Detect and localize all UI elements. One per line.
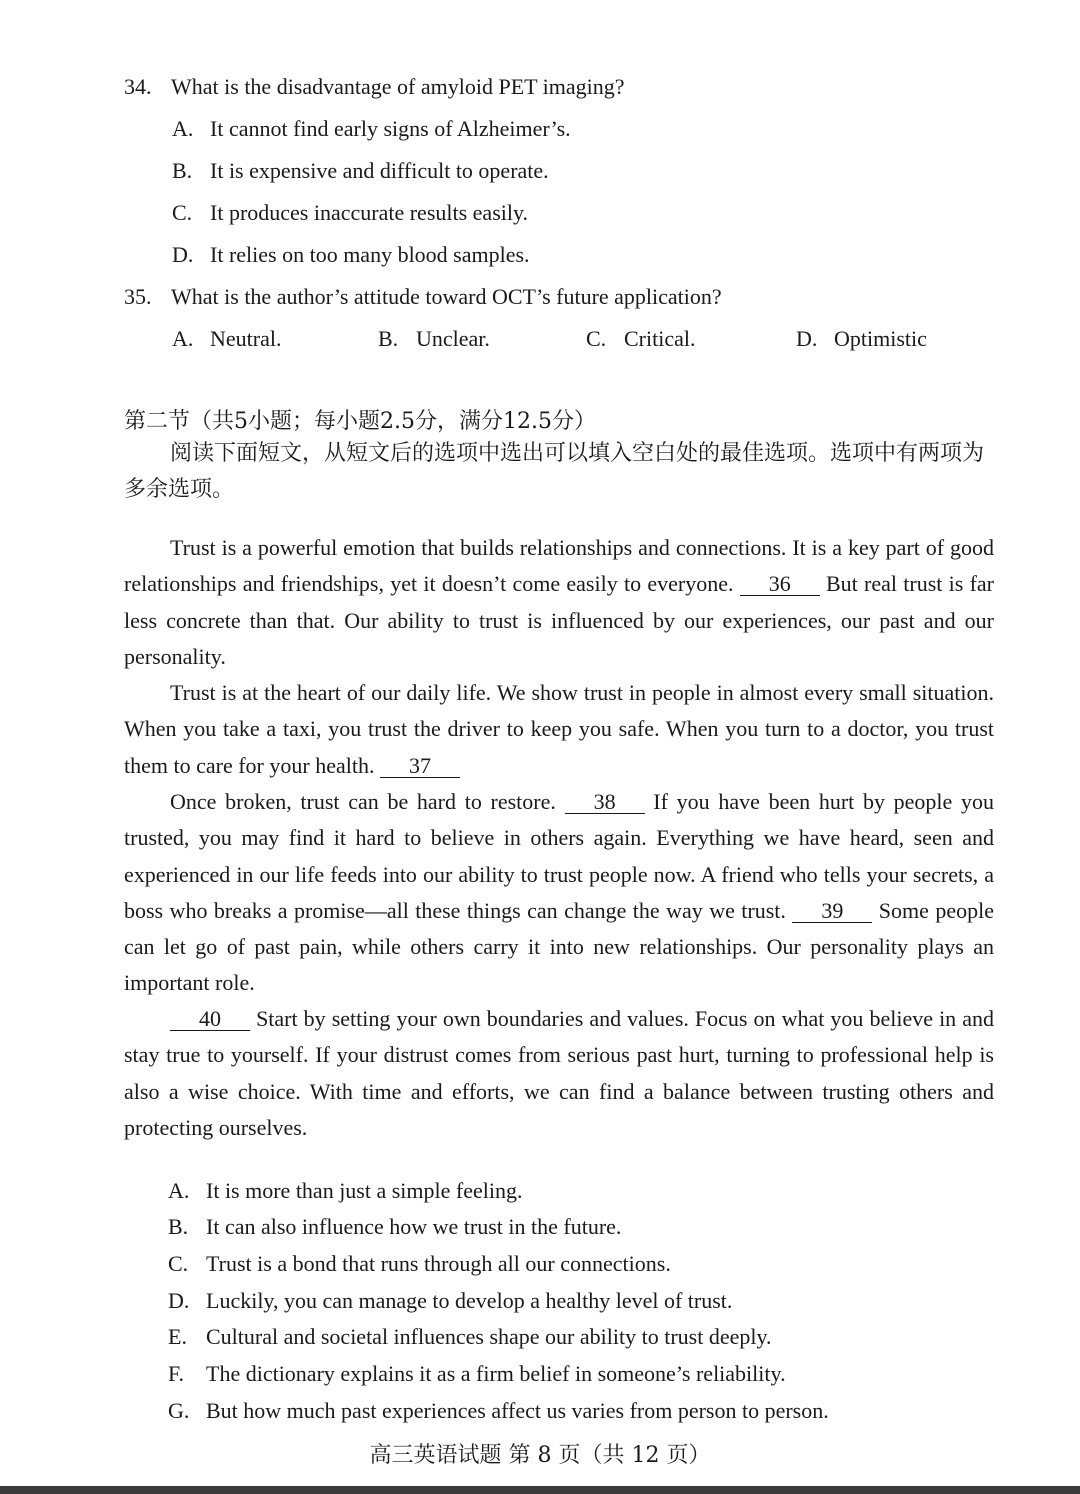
q35-option-d [796,326,927,352]
question-text: What is the author’s attitude toward OCT’s future application? [171,284,722,309]
option-text: It is expensive and difficult to operate. [210,158,549,183]
passage-text: Once broken, trust can be hard to restore. [170,789,556,814]
question-number: 35. [124,284,152,309]
option-letter: A. [172,116,194,141]
option-text: Neutral. [210,326,282,351]
question-number: 34. [124,74,152,99]
choice-b [168,1214,621,1240]
passage-paragraph-1 [124,530,994,675]
choice-text: It can also influence how we trust in the future. [206,1214,622,1239]
blank-39: 39 [792,900,872,923]
choice-e [168,1324,772,1350]
passage-text: If you have been hurt by people you trusted, you may find it hard to believe in others again. Everything we have heard, seen and experienced in our life feeds into our ability to trust people now. A friend who tells your secrets, a boss who breaks a promise—all these things can change the way we trust. [124,789,994,923]
passage-text: But real trust is far less concrete than that. Our ability to trust is influenced by our experiences, our past and our personality. [124,571,994,669]
passage-text: Trust is a powerful emotion that builds relationships and connections. It is a key part of good relationships and friendships, yet it doesn’t come easily to everyone. [124,535,994,597]
section-heading: 第二节（共5小题；每小题2.5分，满分12.5分） [124,409,596,434]
passage-text: Start by setting your own boundaries and values. Focus on what you believe in and stay true to yourself. If your distrust comes from serious past hurt, turning to professional help is also a wise choice. With time and efforts, we can find a balance between trusting others and protecting ourselves. [124,1006,994,1140]
q35-option-c [586,326,695,352]
choice-g [168,1398,829,1424]
choice-d [168,1288,732,1314]
scan-edge-bar [0,1486,1080,1494]
passage-paragraph-4 [124,1001,994,1146]
q35-options [172,326,992,354]
option-text: Optimistic [834,326,927,351]
page-footer: 高三英语试题 第 8 页（共 12 页） [369,1443,711,1468]
option-letter: C. [172,200,193,225]
option-letter: C. [586,326,607,351]
question-text: What is the disadvantage of amyloid PET imaging? [171,74,625,99]
option-text: It relies on too many blood samples. [210,242,530,267]
choice-c [168,1251,671,1277]
q34-option-c [172,202,528,224]
q35-option-b [378,326,490,352]
choice-text: Trust is a bond that runs through all our connections. [206,1251,671,1276]
choice-letter: C. [168,1251,189,1276]
option-letter: D. [172,242,194,267]
blank-40: 40 [170,1008,250,1031]
choice-text: Cultural and societal influences shape our ability to trust deeply. [206,1324,772,1349]
choice-f [168,1361,786,1387]
option-text: It produces inaccurate results easily. [210,200,529,225]
passage-text: Trust is at the heart of our daily life. We show trust in people in almost every small situation. When you take a taxi, you trust the driver to keep you safe. When you turn to a doctor, you trust them to care for your health. [124,680,994,778]
q34-option-d [172,244,530,266]
choice-letter: E. [168,1324,187,1349]
passage-text: Some people can let go of past pain, while others carry it into new relationships. Our personality plays an important role. [124,897,994,996]
choice-text: It is more than just a simple feeling. [206,1178,523,1203]
option-letter: B. [378,326,399,351]
option-text: Critical. [624,326,696,351]
blank-38: 38 [565,791,645,814]
choice-letter: D. [168,1288,190,1313]
choice-text: But how much past experiences affect us varies from person to person. [206,1398,829,1423]
passage-paragraph-2 [124,675,994,784]
q34-option-b [172,160,549,182]
choice-text: Luckily, you can manage to develop a healthy level of trust. [206,1288,733,1313]
choice-letter: B. [168,1214,189,1239]
option-letter: B. [172,158,193,183]
option-letter: D. [796,326,818,351]
question-34 [124,76,625,98]
choice-letter: G. [168,1398,190,1423]
choice-text: The dictionary explains it as a firm belief in someone’s reliability. [206,1361,786,1386]
blank-37: 37 [380,755,460,778]
q35-option-a [172,326,281,352]
choice-letter: A. [168,1178,190,1203]
q34-option-a [172,118,571,140]
question-35 [124,286,722,308]
blank-36: 36 [740,573,820,596]
option-letter: A. [172,326,194,351]
option-text: Unclear. [416,326,490,351]
section-instructions: 阅读下面短文，从短文后的选项中选出可以填入空白处的最佳选项。选项中有两项为多余选项。 [124,441,985,502]
passage-paragraph-3 [124,784,994,1002]
choice-a [168,1178,523,1204]
choice-letter: F. [168,1361,184,1386]
option-text: It cannot find early signs of Alzheimer’s. [210,116,571,141]
